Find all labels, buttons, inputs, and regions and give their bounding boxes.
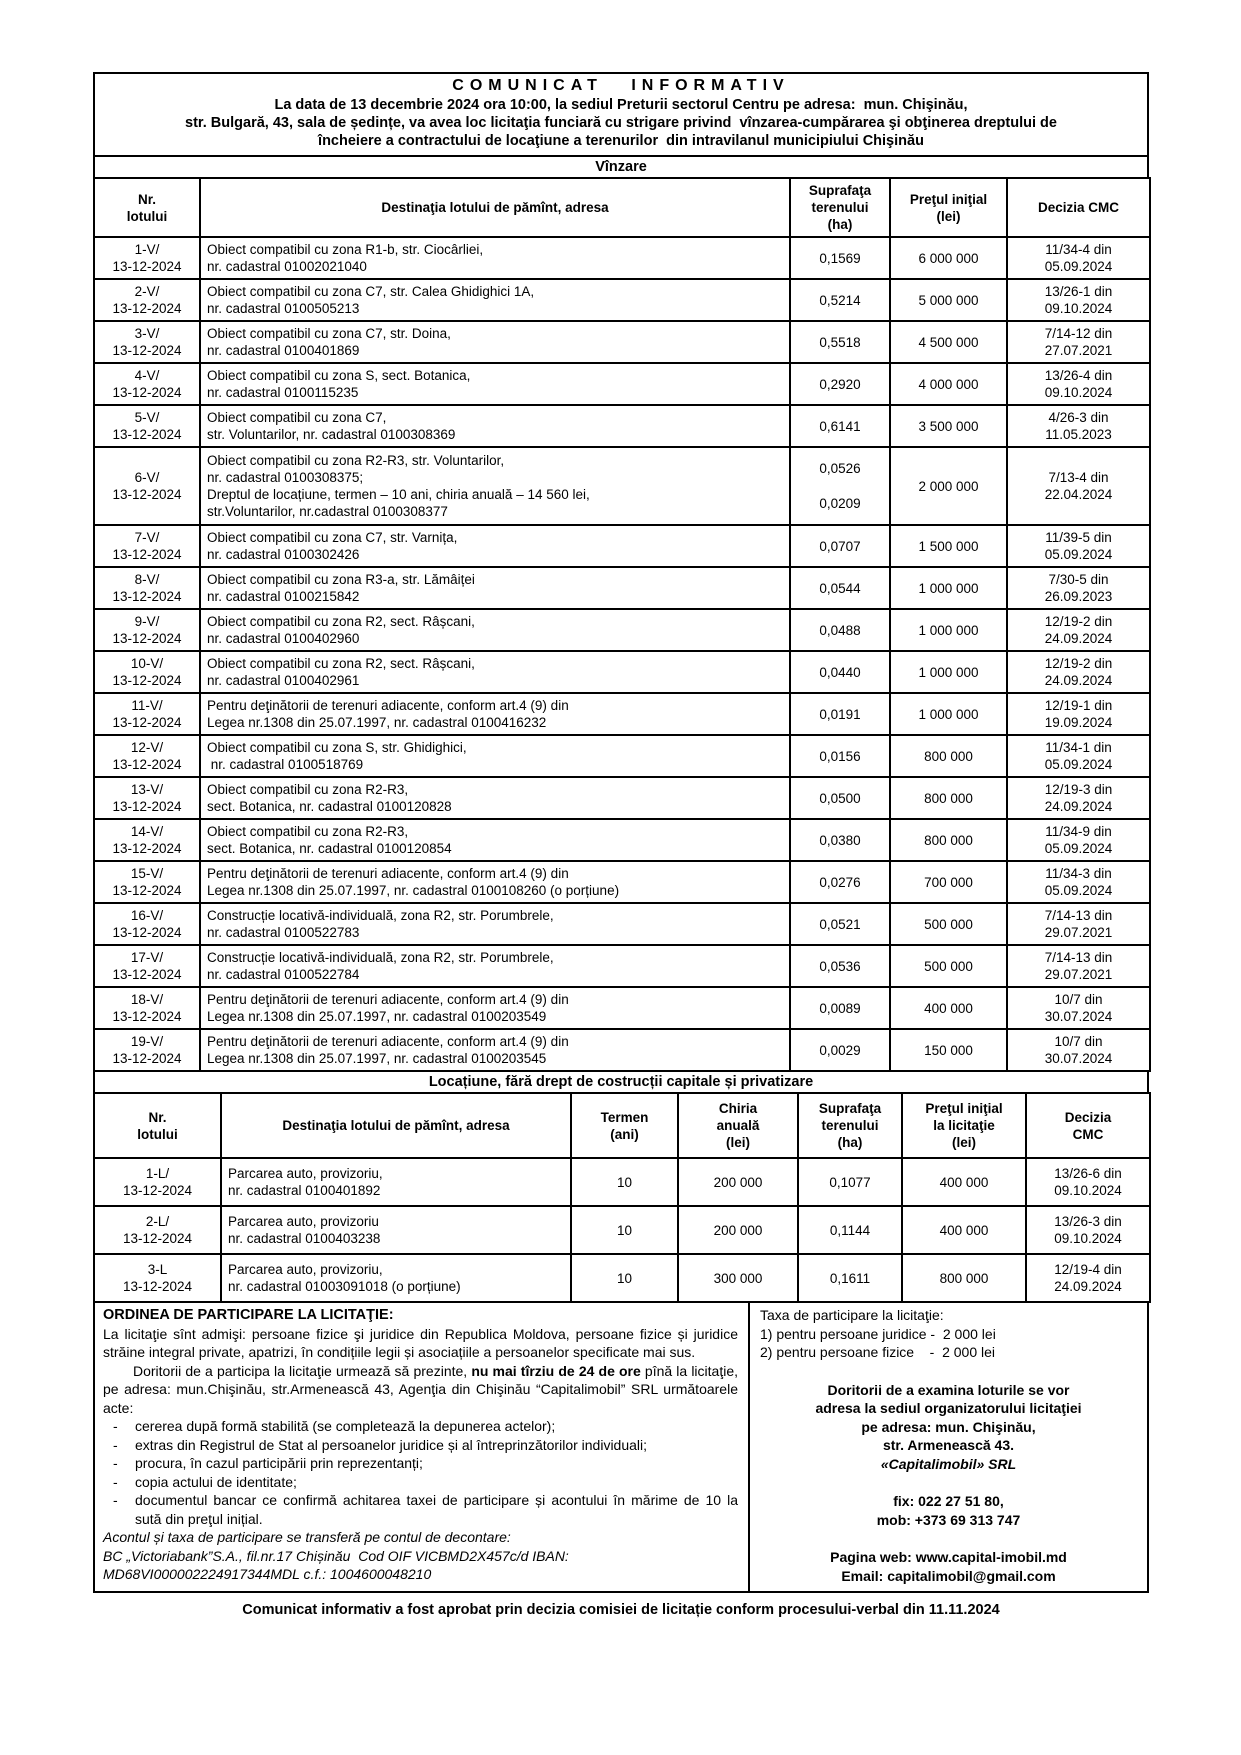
lot-cell: 14-V/ 13-12-2024 xyxy=(94,819,200,861)
lease-col-area: Suprafaţa terenului (ha) xyxy=(798,1093,902,1158)
sale-table xyxy=(93,177,1151,1072)
lease-col-destination: Destinaţia lotului de pămînt, adresa xyxy=(221,1093,571,1158)
sale-row xyxy=(94,321,1150,363)
decision-cell: 13/26-3 din 09.10.2024 xyxy=(1026,1206,1150,1254)
decision-cell: 12/19-1 din 19.09.2024 xyxy=(1007,693,1150,735)
lot-cell: 7-V/ 13-12-2024 xyxy=(94,525,200,567)
examine-note: Doritorii de a examina loturile se vor adresa la sediul organizatorului licitaţiei pe adresa: mun. Chişinău, str. Armenească 43. xyxy=(815,1381,1082,1453)
sale-row xyxy=(94,777,1150,819)
area-cell: 0,0440 xyxy=(790,651,890,693)
sale-col-price: Preţul iniţial (lei) xyxy=(890,178,1007,237)
area-cell: 0,0526 0,0209 xyxy=(790,447,890,525)
decision-cell: 12/19-3 din 24.09.2024 xyxy=(1007,777,1150,819)
document-item: - extras din Registrul de Stat al persoanelor juridice și al întreprinzătorilor individuali; xyxy=(113,1436,648,1453)
sale-section-banner: Vînzare xyxy=(93,157,1149,177)
document-item: - cererea după formă stabilită (se completează la depunerea actelor); xyxy=(113,1418,556,1434)
decision-cell: 7/14-13 din 29.07.2021 xyxy=(1007,903,1150,945)
title-box xyxy=(93,72,1149,157)
lot-cell: 12-V/ 13-12-2024 xyxy=(94,735,200,777)
destination-cell: Obiect compatibil cu zona R3-a, str. Lămâiței nr. cadastral 0100215842 xyxy=(200,567,790,609)
submit-text-pre: Doritorii de a participa la licitaţie urmează să prezinte, xyxy=(133,1362,472,1379)
lot-cell: 5-V/ 13-12-2024 xyxy=(94,405,200,447)
decision-cell: 7/13-4 din 22.04.2024 xyxy=(1007,447,1150,525)
decision-cell: 11/34-1 din 05.09.2024 xyxy=(1007,735,1150,777)
destination-cell: Pentru deţinătorii de terenuri adiacente, conform art.4 (9) din Legea nr.1308 din 25.07.1997, nr. cadastral 0100203545 xyxy=(200,1029,790,1071)
area-cell: 0,5518 xyxy=(790,321,890,363)
price-cell: 1 000 000 xyxy=(890,609,1007,651)
decision-cell: 7/14-12 din 27.07.2021 xyxy=(1007,321,1150,363)
destination-cell: Pentru deţinătorii de terenuri adiacente, conform art.4 (9) din Legea nr.1308 din 25.07.1997, nr. cadastral 0100108260 (o porțiune) xyxy=(200,861,790,903)
decision-cell: 11/34-9 din 05.09.2024 xyxy=(1007,819,1150,861)
communique-document xyxy=(93,72,1149,1618)
price-cell: 6 000 000 xyxy=(890,237,1007,279)
sale-row xyxy=(94,945,1150,987)
lease-col-term: Termen (ani) xyxy=(571,1093,678,1158)
web-contacts: Pagina web: www.capital-imobil.md Email: capitalimobil@gmail.com xyxy=(830,1549,1067,1584)
destination-cell: Obiect compatibil cu zona S, sect. Botanica, nr. cadastral 0100115235 xyxy=(200,363,790,405)
destination-cell: Obiect compatibil cu zona R2, sect. Râșcani, nr. cadastral 0100402960 xyxy=(200,609,790,651)
sale-col-area: Suprafaţa terenului (ha) xyxy=(790,178,890,237)
lot-cell: 13-V/ 13-12-2024 xyxy=(94,777,200,819)
sale-header-row xyxy=(94,178,1150,237)
decision-cell: 10/7 din 30.07.2024 xyxy=(1007,1029,1150,1071)
destination-cell: Obiect compatibil cu zona R2-R3, sect. Botanica, nr. cadastral 0100120828 xyxy=(200,777,790,819)
destination-cell: Construcție locativă-individuală, zona R2, str. Porumbrele, nr. cadastral 0100522783 xyxy=(200,903,790,945)
lot-cell: 15-V/ 13-12-2024 xyxy=(94,861,200,903)
lease-col-decision: Decizia CMC xyxy=(1026,1093,1150,1158)
lot-cell: 9-V/ 13-12-2024 xyxy=(94,609,200,651)
lot-cell: 1-V/ 13-12-2024 xyxy=(94,237,200,279)
lot-cell: 11-V/ 13-12-2024 xyxy=(94,693,200,735)
price-cell: 5 000 000 xyxy=(890,279,1007,321)
lease-col-rent: Chiria anuală (lei) xyxy=(678,1093,798,1158)
intro-paragraph: La data de 13 decembrie 2024 ora 10:00, la sediul Preturii sectorul Centru pe adresa: mun. Chişinău, str. Bulgară, 43, sala de ședințe, va avea loc licitaţia funciară cu strigare privind vînzarea-cumpărarea şi obţinerea dreptului de încheiere a contractului de locaţiune a terenurilor din intravilanul municipiului Chişinău xyxy=(185,97,1057,149)
sale-col-decision: Decizia CMC xyxy=(1007,178,1150,237)
lease-table xyxy=(93,1092,1151,1303)
transfer-note: Acontul și taxa de participare se transferă pe contul de decontare: BC „Victoriabank”S.A., fil.nr.17 Chișinău Cod OIF VICBMD2X457c/d IBAN: MD68VI000002224917344MDL c.f.: 1004600048210 xyxy=(103,1529,569,1582)
decision-cell: 4/26-3 din 11.05.2023 xyxy=(1007,405,1150,447)
area-cell: 0,0191 xyxy=(790,693,890,735)
lease-row xyxy=(94,1206,1150,1254)
lot-cell: 3-V/ 13-12-2024 xyxy=(94,321,200,363)
sale-row xyxy=(94,447,1150,525)
area-cell: 0,1569 xyxy=(790,237,890,279)
sale-col-destination: Destinaţia lotului de pămînt, adresa xyxy=(200,178,790,237)
decision-cell: 12/19-2 din 24.09.2024 xyxy=(1007,609,1150,651)
decision-cell: 10/7 din 30.07.2024 xyxy=(1007,987,1150,1029)
destination-cell: Pentru deţinătorii de terenuri adiacente, conform art.4 (9) din Legea nr.1308 din 25.07.1997, nr. cadastral 0100203549 xyxy=(200,987,790,1029)
price-cell: 400 000 xyxy=(902,1206,1026,1254)
fees-items: 1) pentru persoane juridice - 2 000 lei 2) pentru persoane fizice - 2 000 lei xyxy=(760,1325,996,1360)
lease-row xyxy=(94,1254,1150,1302)
sale-row xyxy=(94,735,1150,777)
price-cell: 4 000 000 xyxy=(890,363,1007,405)
admitted-paragraph: La licitaţie sînt admişi: persoane fizice şi juridice din Republica Moldova, persoane fizice și juridice străine integral private, apatrizi, în condițiile legii și asociațiile a persoanelor specificate mai sus. xyxy=(103,1325,738,1360)
document-item: - documentul bancar ce confirmă achitarea taxei de participare și acontului în mărime de 10 la sută din preţul inițial. xyxy=(113,1492,738,1527)
sale-col-lot: Nr. lotului xyxy=(94,178,200,237)
destination-cell: Obiect compatibil cu zona S, str. Ghidighici, nr. cadastral 0100518769 xyxy=(200,735,790,777)
sale-row xyxy=(94,609,1150,651)
destination-cell: Pentru deţinătorii de terenuri adiacente, conform art.4 (9) din Legea nr.1308 din 25.07.1997, nr. cadastral 0100416232 xyxy=(200,693,790,735)
lease-section-banner: Locațiune, fără drept de costrucții capitale și privatizare xyxy=(93,1072,1149,1092)
destination-cell: Obiect compatibil cu zona R1-b, str. Ciocârliei, nr. cadastral 01002021040 xyxy=(200,237,790,279)
participation-heading: ORDINEA DE PARTICIPARE LA LICITAŢIE: xyxy=(103,1307,394,1323)
document-item: - procura, în cazul participării prin reprezentanți; xyxy=(113,1455,423,1471)
area-cell: 0,5214 xyxy=(790,279,890,321)
sale-table-body xyxy=(94,237,1150,1071)
bottom-section xyxy=(93,1303,1149,1593)
destination-cell: Construcție locativă-individuală, zona R2, str. Porumbrele, nr. cadastral 0100522784 xyxy=(200,945,790,987)
lot-cell: 17-V/ 13-12-2024 xyxy=(94,945,200,987)
rent-cell: 200 000 xyxy=(678,1158,798,1206)
term-cell: 10 xyxy=(571,1158,678,1206)
sale-row xyxy=(94,861,1150,903)
approval-footer: Comunicat informativ a fost aprobat prin decizia comisiei de licitație conform procesului-verbal din 11.11.2024 xyxy=(242,1602,1000,1618)
rent-cell: 300 000 xyxy=(678,1254,798,1302)
fees-panel xyxy=(750,1303,1147,1591)
lot-cell: 8-V/ 13-12-2024 xyxy=(94,567,200,609)
destination-cell: Obiect compatibil cu zona C7, str. Varnița, nr. cadastral 0100302426 xyxy=(200,525,790,567)
price-cell: 4 500 000 xyxy=(890,321,1007,363)
price-cell: 3 500 000 xyxy=(890,405,1007,447)
decision-cell: 11/34-3 din 05.09.2024 xyxy=(1007,861,1150,903)
documents-list xyxy=(103,1417,738,1528)
lot-cell: 2-V/ 13-12-2024 xyxy=(94,279,200,321)
area-cell: 0,0029 xyxy=(790,1029,890,1071)
area-cell: 0,0500 xyxy=(790,777,890,819)
price-cell: 800 000 xyxy=(890,777,1007,819)
destination-cell: Obiect compatibil cu zona C7, str. Calea Ghidighici 1A, nr. cadastral 0100505213 xyxy=(200,279,790,321)
lot-cell: 1-L/ 13-12-2024 xyxy=(94,1158,221,1206)
decision-cell: 13/26-4 din 09.10.2024 xyxy=(1007,363,1150,405)
price-cell: 800 000 xyxy=(902,1254,1026,1302)
lot-cell: 4-V/ 13-12-2024 xyxy=(94,363,200,405)
deadline-emphasis: nu mai tîrziu de 24 de ore xyxy=(471,1362,641,1379)
sale-row xyxy=(94,279,1150,321)
sale-row xyxy=(94,693,1150,735)
area-cell: 0,0707 xyxy=(790,525,890,567)
destination-cell: Parcarea auto, provizoriu, nr. cadastral 0100401892 xyxy=(221,1158,571,1206)
lease-col-lot: Nr. lotului xyxy=(94,1093,221,1158)
sale-row xyxy=(94,819,1150,861)
decision-cell: 11/34-4 din 05.09.2024 xyxy=(1007,237,1150,279)
area-cell: 0,0089 xyxy=(790,987,890,1029)
sale-row xyxy=(94,237,1150,279)
area-cell: 0,0521 xyxy=(790,903,890,945)
sale-row xyxy=(94,525,1150,567)
price-cell: 500 000 xyxy=(890,945,1007,987)
sale-row xyxy=(94,651,1150,693)
area-cell: 0,2920 xyxy=(790,363,890,405)
lot-cell: 16-V/ 13-12-2024 xyxy=(94,903,200,945)
area-cell: 0,1077 xyxy=(798,1158,902,1206)
sale-row xyxy=(94,903,1150,945)
lease-table-body xyxy=(94,1158,1150,1302)
sale-row xyxy=(94,1029,1150,1071)
lot-cell: 2-L/ 13-12-2024 xyxy=(94,1206,221,1254)
submit-paragraph xyxy=(103,1362,738,1418)
decision-cell: 12/19-4 din 24.09.2024 xyxy=(1026,1254,1150,1302)
area-cell: 0,0156 xyxy=(790,735,890,777)
price-cell: 800 000 xyxy=(890,735,1007,777)
area-cell: 0,0488 xyxy=(790,609,890,651)
price-cell: 500 000 xyxy=(890,903,1007,945)
price-cell: 150 000 xyxy=(890,1029,1007,1071)
price-cell: 800 000 xyxy=(890,819,1007,861)
lot-cell: 10-V/ 13-12-2024 xyxy=(94,651,200,693)
sale-row xyxy=(94,405,1150,447)
price-cell: 700 000 xyxy=(890,861,1007,903)
destination-cell: Parcarea auto, provizoriu, nr. cadastral 01003091018 (o porțiune) xyxy=(221,1254,571,1302)
decision-cell: 11/39-5 din 05.09.2024 xyxy=(1007,525,1150,567)
destination-cell: Obiect compatibil cu zona R2-R3, str. Voluntarilor, nr. cadastral 0100308375; Dreptul de locațiune, termen – 10 ani, chiria anuală – 14 560 lei, str.Voluntarilor, nr.cadastral 0100308377 xyxy=(200,447,790,525)
lot-cell: 6-V/ 13-12-2024 xyxy=(94,447,200,525)
decision-cell: 7/30-5 din 26.09.2023 xyxy=(1007,567,1150,609)
decision-cell: 7/14-13 din 29.07.2021 xyxy=(1007,945,1150,987)
price-cell: 1 000 000 xyxy=(890,693,1007,735)
lot-cell: 3-L 13-12-2024 xyxy=(94,1254,221,1302)
lease-row xyxy=(94,1158,1150,1206)
sale-row xyxy=(94,363,1150,405)
price-cell: 2 000 000 xyxy=(890,447,1007,525)
sale-row xyxy=(94,987,1150,1029)
lot-cell: 19-V/ 13-12-2024 xyxy=(94,1029,200,1071)
area-cell: 0,1144 xyxy=(798,1206,902,1254)
decision-cell: 12/19-2 din 24.09.2024 xyxy=(1007,651,1150,693)
price-cell: 1 000 000 xyxy=(890,651,1007,693)
area-cell: 0,0276 xyxy=(790,861,890,903)
lease-header-row xyxy=(94,1093,1150,1158)
submit-text-post: pînă la licitaţie, pe adresa: mun.Chişinău, str.Armenească 43, Agenţia din Chişinău “Capitalimobil” SRL următoarele acte: xyxy=(103,1362,739,1416)
destination-cell: Obiect compatibil cu zona C7, str. Doina, nr. cadastral 0100401869 xyxy=(200,321,790,363)
area-cell: 0,0544 xyxy=(790,567,890,609)
document-item: - copia actului de identitate; xyxy=(113,1473,297,1490)
area-cell: 0,0380 xyxy=(790,819,890,861)
price-cell: 400 000 xyxy=(890,987,1007,1029)
destination-cell: Obiect compatibil cu zona C7, str. Voluntarilor, nr. cadastral 0100308369 xyxy=(200,405,790,447)
decision-cell: 13/26-1 din 09.10.2024 xyxy=(1007,279,1150,321)
area-cell: 0,6141 xyxy=(790,405,890,447)
rent-cell: 200 000 xyxy=(678,1206,798,1254)
sale-row xyxy=(94,567,1150,609)
phone-numbers: fix: 022 27 51 80, mob: +373 69 313 747 xyxy=(876,1493,1021,1528)
price-cell: 400 000 xyxy=(902,1158,1026,1206)
price-cell: 1 500 000 xyxy=(890,525,1007,567)
destination-cell: Parcarea auto, provizoriu nr. cadastral 0100403238 xyxy=(221,1206,571,1254)
lot-cell: 18-V/ 13-12-2024 xyxy=(94,987,200,1029)
area-cell: 0,0536 xyxy=(790,945,890,987)
destination-cell: Obiect compatibil cu zona R2-R3, sect. Botanica, nr. cadastral 0100120854 xyxy=(200,819,790,861)
area-cell: 0,1611 xyxy=(798,1254,902,1302)
lease-col-price: Preţul iniţial la licitaţie (lei) xyxy=(902,1093,1026,1158)
fees-heading: Taxa de participare la licitaţie: xyxy=(760,1307,944,1323)
company-name: «Capitalimobil» SRL xyxy=(880,1455,1017,1472)
term-cell: 10 xyxy=(571,1254,678,1302)
price-cell: 1 000 000 xyxy=(890,567,1007,609)
destination-cell: Obiect compatibil cu zona R2, sect. Râșcani, nr. cadastral 0100402961 xyxy=(200,651,790,693)
participation-rules xyxy=(95,1303,750,1591)
decision-cell: 13/26-6 din 09.10.2024 xyxy=(1026,1158,1150,1206)
page-title: COMUNICAT INFORMATIV xyxy=(452,77,790,94)
term-cell: 10 xyxy=(571,1206,678,1254)
